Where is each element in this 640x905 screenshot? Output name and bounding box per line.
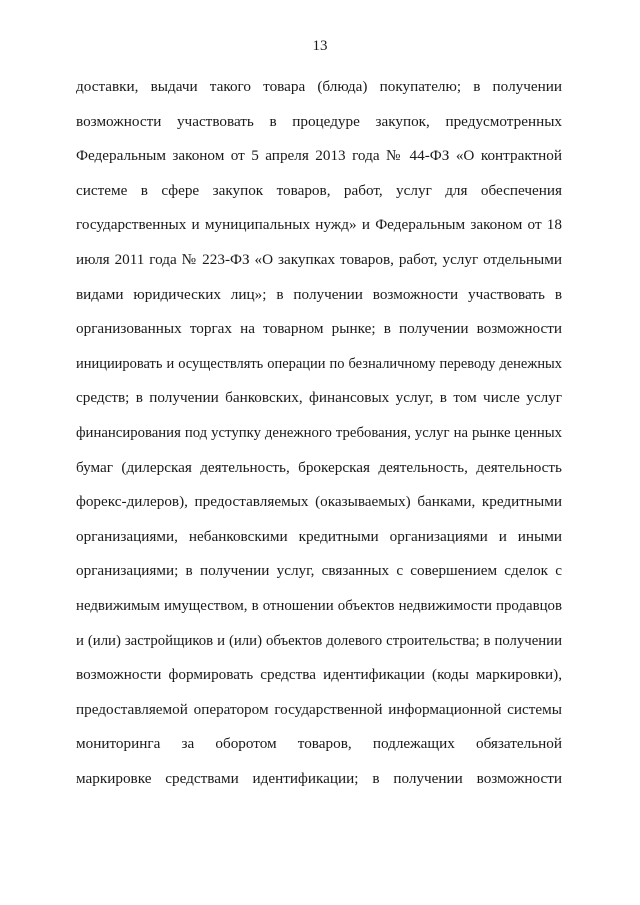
text-line: финансирования под уступку денежного требования, услуг на рынке ценных [76, 424, 562, 441]
text-line: системе в сфере закупок товаров, работ, услуг для обеспечения [76, 181, 562, 199]
text-line: форекс-дилеров), предоставляемых (оказываемых) банками, кредитными [76, 493, 562, 511]
text-line: бумаг (дилерская деятельность, брокерская деятельность, деятельность [76, 458, 562, 476]
text-line: организованных торгах на товарном рынке; в получении возможности [76, 320, 562, 338]
text-line: Федеральным законом от 5 апреля 2013 года № 44-ФЗ «О контрактной [76, 147, 562, 165]
text-line: организациями, небанковскими кредитными организациями и иными [76, 527, 562, 545]
text-line: средств; в получении банковских, финансовых услуг, в том числе услуг [76, 389, 562, 407]
text-line: инициировать и осуществлять операции по безналичному переводу денежных [76, 355, 562, 372]
text-line: мониторинга за оборотом товаров, подлежащих обязательной [76, 735, 562, 753]
text-line: возможности формировать средства идентификации (коды маркировки), [76, 666, 562, 684]
text-line: недвижимым имуществом, в отношении объектов недвижимости продавцов [76, 597, 562, 614]
text-line: маркировке средствами идентификации; в получении возможности [76, 769, 562, 787]
body-text [76, 76, 562, 802]
text-line: организациями; в получении услуг, связанных с совершением сделок с [76, 562, 562, 580]
text-line: июля 2011 года № 223-ФЗ «О закупках товаров, работ, услуг отдельными [76, 250, 562, 268]
page-number: 13 [312, 38, 328, 54]
text-line: предоставляемой оператором государственной информационной системы [76, 700, 562, 718]
text-line: государственных и муниципальных нужд» и Федеральным законом от 18 [76, 216, 562, 234]
text-line: возможности участвовать в процедуре закупок, предусмотренных [76, 112, 562, 130]
text-line: доставки, выдачи такого товара (блюда) покупателю; в получении [76, 78, 562, 95]
text-line: и (или) застройщиков и (или) объектов долевого строительства; в получении [76, 632, 562, 649]
text-line: видами юридических лиц»; в получении возможности участвовать в [76, 285, 562, 303]
